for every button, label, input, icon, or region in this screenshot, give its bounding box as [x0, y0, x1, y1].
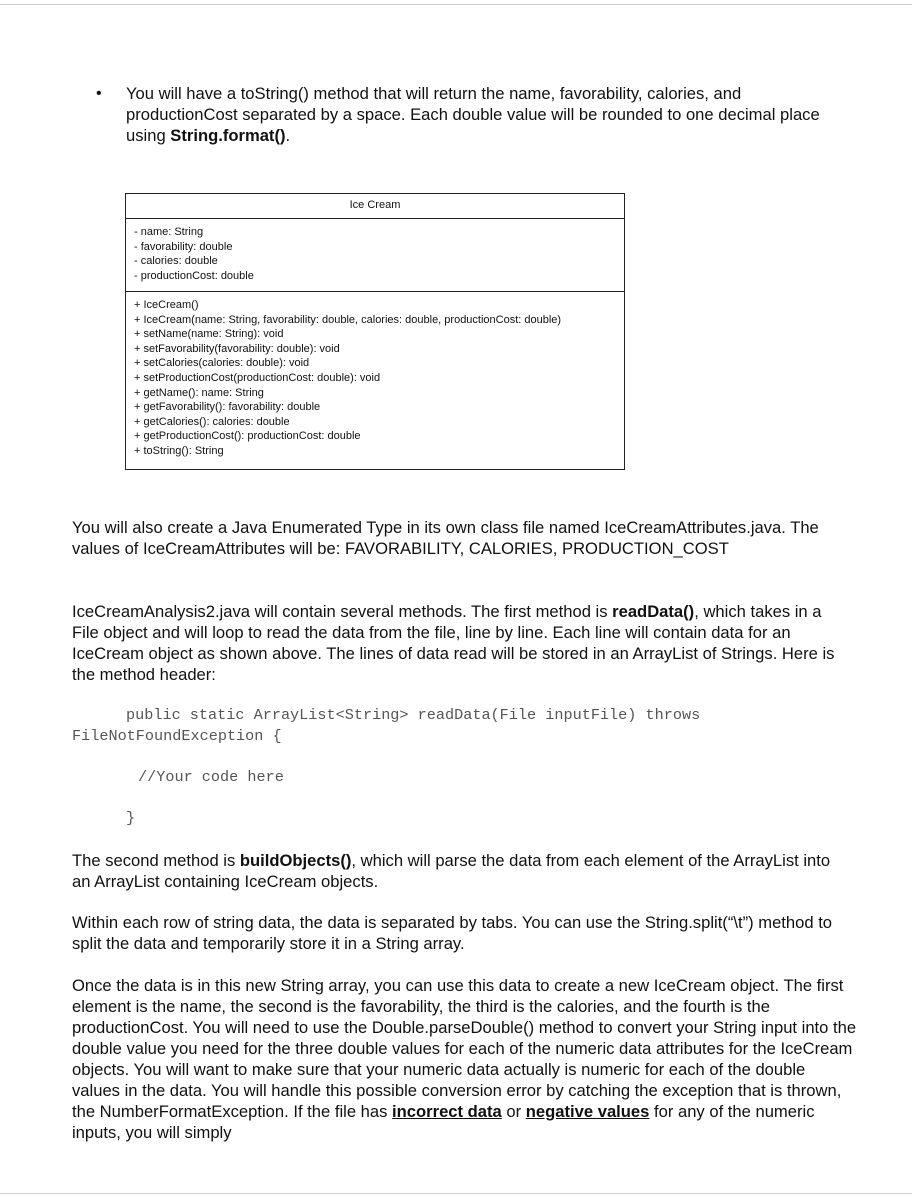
tostring-bullet-text — [126, 83, 846, 146]
uml-method: + IceCream() — [134, 299, 199, 311]
uml-method: + setCalories(calories: double): void — [134, 357, 310, 370]
once-paragraph — [72, 975, 857, 1143]
uml-method: + setFavorability(favorability: double): void — [134, 342, 340, 355]
uml-attributes-section — [126, 219, 624, 292]
once-text-2: for any of the numeric inputs, you will simply — [72, 1102, 815, 1142]
buildobjects-paragraph — [72, 850, 852, 892]
uml-attribute: - favorability: double — [134, 240, 233, 253]
uml-class-title: Ice Cream — [126, 194, 624, 219]
uml-method: + toString(): String — [134, 444, 224, 457]
readdata-text-2: , which takes in a File object and will loop to read the data from the file, line by line. Each line will contain data for an IceCream object as shown above. The lines of data read will be stored in an ArrayList of Strings. Here is the method header: — [72, 602, 835, 684]
code-comment: //Your code here — [138, 768, 284, 786]
uml-method: + getName(): name: String — [134, 386, 264, 399]
uml-attribute: - productionCost: double — [134, 269, 254, 282]
build-bold: buildObjects() — [239, 851, 352, 870]
incorrect-data-emphasis: incorrect data — [392, 1102, 502, 1121]
uml-method: + getCalories(): calories: double — [134, 415, 290, 428]
uml-attribute: - calories: double — [134, 255, 218, 267]
uml-method: + getFavorability(): favorability: double — [134, 401, 321, 414]
once-text-mid: or — [501, 1102, 526, 1121]
negative-values-emphasis: negative values — [525, 1102, 650, 1121]
uml-method: + setProductionCost(productionCost: double): void — [134, 371, 381, 384]
bullet-bold: String.format() — [170, 126, 286, 145]
once-text-1: Once the data is in this new String array, you can use this data to create a new IceCream object. The first element is the name, the second is the favorability, the third is the calories, and the fourth is the productionCost. You will need to use the Double.parseDouble() method to convert your String input into the double value you need for the three double values for each of the numeric data attributes for the IceCream objects. You will want to make sure that your numeric data actually is numeric for each of the double values in the data. You will handle this possible conversion error by catching the exception that is thrown, the NumberFormatException. If the file has — [72, 976, 857, 1121]
uml-method: + getProductionCost(): productionCost: double — [134, 430, 361, 443]
bullet-dot: • — [96, 85, 102, 102]
enum-paragraph: You will also create a Java Enumerated Type in its own class file named IceCreamAttributes.java. The values of IceCreamAttributes will be: FAVORABILITY, CALORIES, PRODUCTION_COST — [72, 518, 819, 558]
code-line-2: FileNotFoundException { — [72, 727, 282, 745]
uml-method: + IceCream(name: String, favorability: double, calories: double, productionCost: double) — [134, 313, 562, 326]
bullet-text-2: . — [285, 126, 291, 145]
uml-class-diagram — [125, 193, 625, 470]
code-closing-brace: } — [126, 809, 136, 827]
build-text-2: , which will parse the data from each element of the ArrayList into an ArrayList containing IceCream objects. — [72, 851, 831, 891]
code-line-1: public static ArrayList<String> readData(File inputFile) throws — [126, 706, 701, 724]
uml-methods-section — [126, 292, 624, 469]
uml-method: + setName(name: String): void — [134, 328, 284, 341]
build-text-1: The second method is — [72, 851, 240, 870]
bullet-text-1: You will have a toString() method that will return the name, favorability, calories, and productionCost separated by a space. Each double value will be rounded to one decimal place using — [126, 84, 820, 145]
uml-attribute: - name: String — [134, 226, 204, 238]
readdata-bold: readData() — [612, 602, 695, 621]
readdata-text-1: IceCreamAnalysis2.java will contain several methods. The first method is — [72, 602, 613, 621]
page-bottom-border — [0, 1193, 912, 1194]
split-paragraph: Within each row of string data, the data is separated by tabs. You can use the String.split(“\t”) method to split the data and temporarily store it in a String array. — [72, 913, 833, 953]
readdata-paragraph — [72, 601, 852, 685]
page-top-border — [0, 4, 912, 5]
